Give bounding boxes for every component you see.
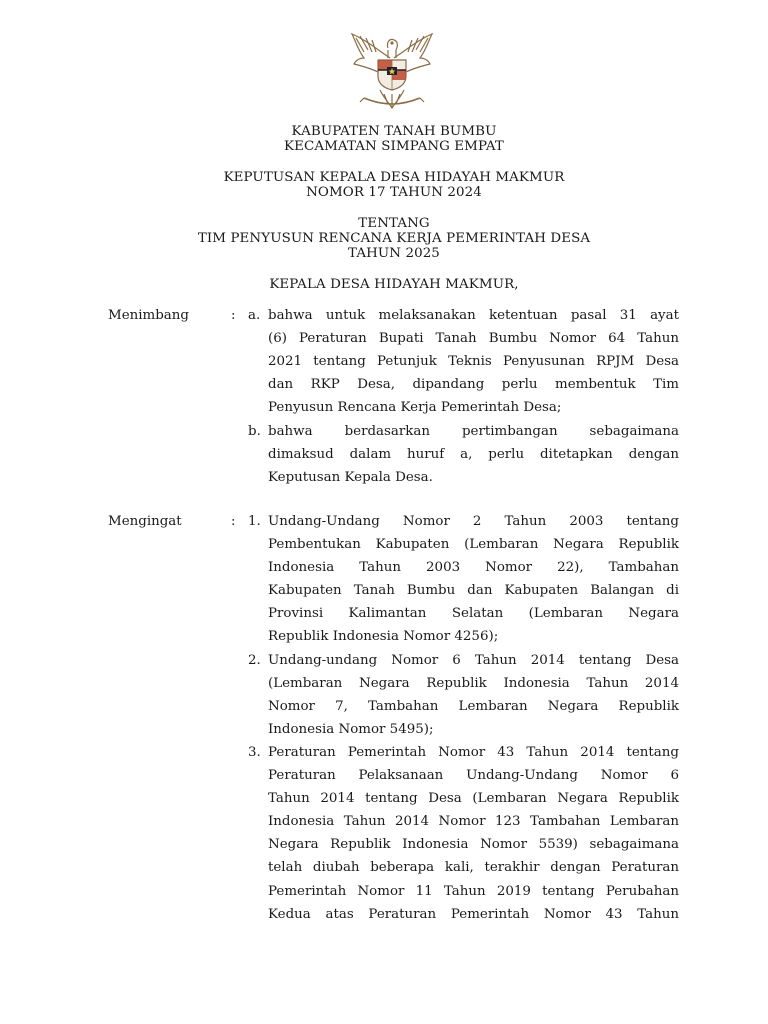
mengingat-item-text	[268, 510, 679, 649]
text-line: Nomor 7, Tambahan Lembaran Negara Republik	[268, 699, 679, 715]
text-line: Peraturan Pemerintah Nomor 43 Tahun 2014 tentang	[268, 745, 679, 760]
mengingat-item-marker: 1.	[248, 514, 261, 529]
menimbang-item-marker: b.	[248, 424, 261, 439]
decree-number: NOMOR 17 TAHUN 2024	[306, 185, 482, 200]
text-line: bahwa untuk melaksanakan ketentuan pasal 31 ayat	[268, 308, 679, 323]
subject-line-2: TAHUN 2025	[348, 246, 440, 261]
text-line: Undang-undang Nomor 6 Tahun 2014 tentang Desa	[268, 653, 679, 668]
menimbang-colon: :	[231, 308, 236, 323]
text-line: (Lembaran Negara Republik Indonesia Tahun 2014	[268, 676, 679, 692]
text-line: Indonesia Tahun 2014 Nomor 123 Tambahan Lembaran	[268, 814, 679, 830]
text-line: Penyusun Rencana Kerja Pemerintah Desa;	[268, 400, 562, 416]
regency-name: KABUPATEN TANAH BUMBU	[291, 124, 497, 139]
text-line: bahwa berdasarkan pertimbangan sebagaimana	[268, 424, 679, 439]
text-line: 2021 tentang Petunjuk Teknis Penyusunan RPJM Desa	[268, 354, 679, 370]
menimbang-label: Menimbang	[108, 308, 189, 323]
text-line: Undang-Undang Nomor 2 Tahun 2003 tentang	[268, 514, 679, 529]
subject-line-1: TIM PENYUSUN RENCANA KERJA PEMERINTAH DESA	[197, 231, 591, 246]
text-line: Pemerintah Nomor 11 Tahun 2019 tentang Perubahan	[268, 883, 679, 899]
mengingat-item-text	[268, 649, 679, 741]
mengingat-item-marker: 3.	[248, 745, 261, 760]
text-line: Provinsi Kalimantan Selatan (Lembaran Negara	[268, 606, 679, 622]
text-line: Keputusan Kepala Desa.	[268, 470, 433, 486]
menimbang-item-marker: a.	[248, 308, 261, 323]
about-heading: TENTANG	[358, 216, 430, 231]
text-line: Indonesia Nomor 5495);	[268, 722, 434, 738]
text-line: Republik Indonesia Nomor 4256);	[268, 629, 499, 645]
text-line: telah diubah beberapa kali, terakhir dengan Peraturan	[268, 860, 679, 876]
mengingat-item-text	[268, 741, 679, 926]
mengingat-item-marker: 2.	[248, 653, 261, 668]
text-line: Tahun 2014 tentang Desa (Lembaran Negara Republik	[268, 791, 679, 807]
menimbang-item-text	[268, 304, 679, 419]
text-line: Pembentukan Kabupaten (Lembaran Negara Republik	[268, 537, 679, 553]
mengingat-colon: :	[231, 514, 236, 529]
menimbang-item-text	[268, 420, 679, 489]
text-line: dan RKP Desa, dipandang perlu membentuk Tim	[268, 377, 679, 393]
issuer-heading: KEPALA DESA HIDAYAH MAKMUR,	[269, 277, 519, 292]
district-name: KECAMATAN SIMPANG EMPAT	[284, 139, 504, 154]
decree-title: KEPUTUSAN KEPALA DESA HIDAYAH MAKMUR	[223, 170, 565, 185]
text-line: Peraturan Pelaksanaan Undang-Undang Nomor 6	[268, 768, 679, 784]
mengingat-label: Mengingat	[108, 514, 182, 529]
garuda-emblem-icon	[344, 28, 440, 114]
text-line: Kabupaten Tanah Bumbu dan Kabupaten Balangan di	[268, 583, 679, 599]
text-line: Negara Republik Indonesia Nomor 5539) sebagaimana	[268, 837, 679, 853]
text-line: Indonesia Tahun 2003 Nomor 22), Tambahan	[268, 560, 679, 576]
text-line: Kedua atas Peraturan Pemerintah Nomor 43 Tahun	[268, 906, 679, 922]
text-line: dimaksud dalam huruf a, perlu ditetapkan dengan	[268, 447, 679, 463]
text-line: (6) Peraturan Bupati Tanah Bumbu Nomor 64 Tahun	[268, 331, 679, 347]
